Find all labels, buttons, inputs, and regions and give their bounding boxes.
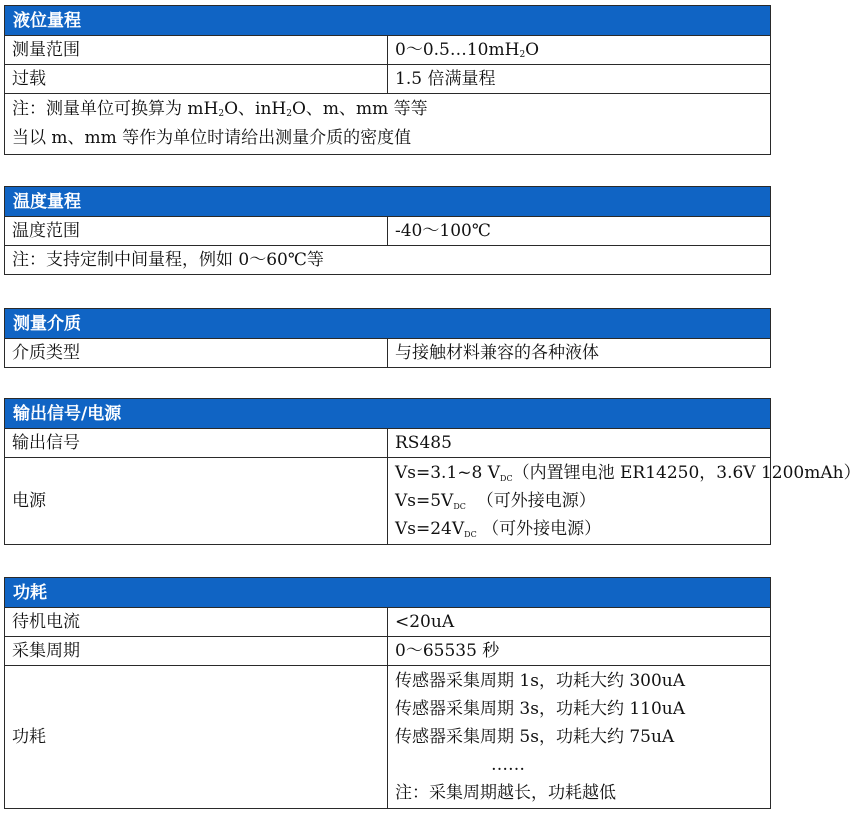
temperature-note: 注：支持定制中间量程，例如 0～60℃等 bbox=[5, 246, 771, 275]
output-signal-label: 输出信号 bbox=[5, 429, 388, 458]
power-consumption-label: 功耗 bbox=[5, 666, 388, 809]
level-range-header: 液位量程 bbox=[5, 6, 771, 36]
medium-table bbox=[4, 308, 771, 368]
consumption-line-2: 传感器采集周期 3s，功耗大约 110uA bbox=[395, 699, 686, 719]
medium-type-value: 与接触材料兼容的各种液体 bbox=[388, 339, 771, 368]
standby-current-value: <20uA bbox=[388, 608, 771, 637]
measure-range-label: 测量范围 bbox=[5, 36, 388, 65]
medium-section bbox=[4, 308, 771, 368]
consumption-line-1: 传感器采集周期 1s，功耗大约 300uA bbox=[395, 671, 686, 691]
level-note-line-1: 注：测量单位可换算为 $mH_2O$、inH$_2$O、m、mm 等等 bbox=[12, 99, 428, 119]
consumption-table bbox=[4, 577, 771, 809]
temperature-range-table bbox=[4, 186, 771, 275]
overload-label: 过载 bbox=[5, 65, 388, 94]
level-range-table bbox=[4, 5, 771, 155]
overload-value: 1.5 倍满量程 bbox=[388, 65, 771, 94]
consumption-header: 功耗 bbox=[5, 578, 771, 608]
temperature-range-label: 温度范围 bbox=[5, 217, 388, 246]
output-power-header: 输出信号/电源 bbox=[5, 399, 771, 429]
consumption-section bbox=[4, 577, 771, 809]
standby-current-label: 待机电流 bbox=[5, 608, 388, 637]
output-signal-value: RS485 bbox=[388, 429, 771, 458]
sample-period-label: 采集周期 bbox=[5, 637, 388, 666]
level-range-section bbox=[4, 5, 771, 155]
output-power-table bbox=[4, 398, 861, 545]
consumption-note: 注：采集周期越长，功耗越低 bbox=[395, 783, 616, 803]
power-supply-line-3: $Vs=24V_{DC}$ （可外接电源） bbox=[395, 519, 602, 539]
temperature-range-value: -40～100℃ bbox=[388, 217, 771, 246]
power-supply-label: 电源 bbox=[5, 458, 388, 545]
level-note-line-2: 当以 m、mm 等作为单位时请给出测量介质的密度值 bbox=[12, 128, 412, 148]
temperature-range-header: 温度量程 bbox=[5, 187, 771, 217]
medium-type-label: 介质类型 bbox=[5, 339, 388, 368]
output-power-section bbox=[4, 398, 861, 545]
medium-header: 测量介质 bbox=[5, 309, 771, 339]
temperature-range-section bbox=[4, 186, 771, 275]
level-note bbox=[5, 94, 771, 155]
power-consumption-values bbox=[388, 666, 771, 809]
power-supply-line-2: $Vs=5V_{DC}$ （可外接电源） bbox=[395, 491, 596, 511]
consumption-line-3: 传感器采集周期 5s，功耗大约 75uA bbox=[395, 727, 675, 747]
power-supply-line-1: Vs=3.1~8 $V_{DC}$（内置锂电池 ER14250，3.6V 1200mAh） bbox=[395, 463, 861, 483]
consumption-ellipsis: …… bbox=[491, 755, 525, 775]
measure-range-value: $0\sim 0.5\dots 10mH_2O$ bbox=[388, 36, 771, 65]
sample-period-value: 0～65535 秒 bbox=[388, 637, 771, 666]
power-supply-values bbox=[388, 458, 861, 545]
